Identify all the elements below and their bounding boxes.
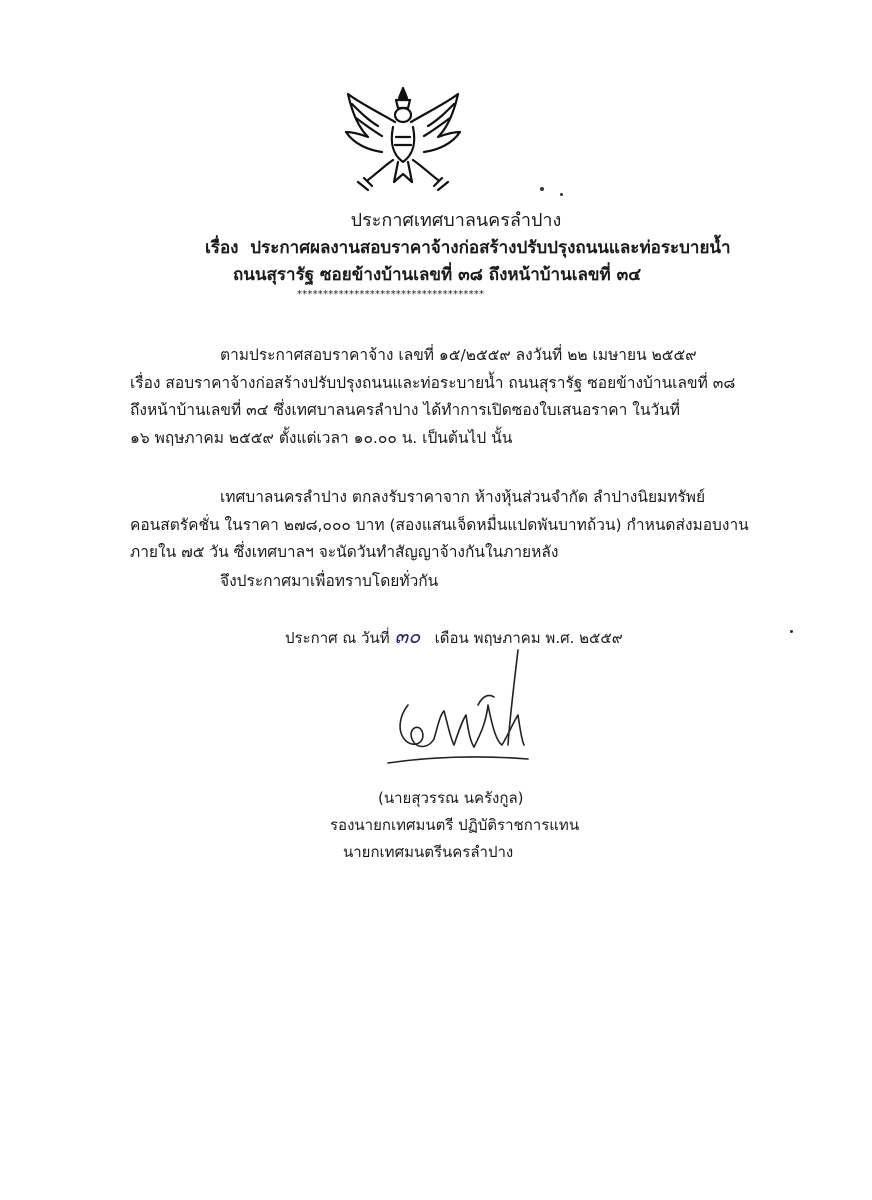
- signature: [368, 645, 538, 775]
- scan-speck: [560, 193, 563, 196]
- subject-line-1: ประกาศผลงานสอบราคาจ้างก่อสร้างปรับปรุงถนนและท่อระบายน้ำ: [250, 238, 731, 258]
- paragraph-line: ถึงหน้าบ้านเลขที่ ๓๔ ซึ่งเทศบาลนครลำปาง ได้ทำการเปิดซองใบเสนอราคา ในวันที่: [130, 401, 680, 419]
- signatory-position-1: รองนายกเทศมนตรี ปฏิบัติราชการแทน: [330, 816, 580, 834]
- signatory-block: [330, 785, 579, 866]
- announcement-title: ประกาศเทศบาลนครลำปาง: [350, 210, 562, 231]
- garuda-emblem-icon: [338, 82, 468, 197]
- paragraph-line: ภายใน ๗๕ วัน ซึ่งเทศบาลฯ จะนัดวันทำสัญญาจ้างกันในภายหลัง: [130, 543, 559, 561]
- paragraph-line: ๑๖ พฤษภาคม ๒๕๕๙ ตั้งแต่เวลา ๑๐.๐๐ น. เป็นต้นไป นั้น: [130, 428, 513, 447]
- paragraph-1: [130, 342, 770, 452]
- subject-line-2: ถนนสุรารัฐ ซอยข้างบ้านเลขที่ ๓๘ ถึงหน้าบ้านเลขที่ ๓๔: [233, 265, 642, 285]
- signatory-position-2: นายกเทศมนตรีนครลำปาง: [343, 843, 514, 861]
- paragraph-3: [130, 568, 770, 596]
- date-suffix: เดือน พฤษภาคม พ.ศ. ๒๕๕๙: [434, 629, 623, 647]
- date-prefix: ประกาศ ณ วันที่: [285, 629, 390, 647]
- scan-speck: [540, 187, 544, 191]
- signatory-name: (นายสุวรรณ นครังกูล): [378, 789, 524, 807]
- handwritten-day: ๓๐: [394, 624, 421, 648]
- paragraph-line: คอนสตรัคชั่น ในราคา ๒๗๘,๐๐๐ บาท (สองแสนเจ็ดหมื่นแปดพันบาทถ้วน) กำหนดส่งมอบงาน: [130, 515, 749, 534]
- subject-label: เรื่อง: [205, 238, 239, 258]
- paragraph-2: [130, 484, 770, 567]
- paragraph-line: เรื่อง สอบราคาจ้างก่อสร้างปรับปรุงถนนและท่อระบายน้ำ ถนนสุรารัฐ ซอยข้างบ้านเลขที่ ๓๘: [130, 373, 736, 392]
- scan-speck: [790, 630, 793, 633]
- subject-block: [205, 235, 731, 289]
- closing-line: จึงประกาศมาเพื่อทราบโดยทั่วกัน: [220, 572, 439, 590]
- paragraph-line: ตามประกาศสอบราคาจ้าง เลขที่ ๑๕/๒๕๕๙ ลงวันที่ ๒๒ เมษายน ๒๕๕๙: [220, 346, 697, 364]
- separator: ************************************: [297, 289, 485, 300]
- paragraph-line: เทศบาลนครลำปาง ตกลงรับราคาจาก ห้างหุ้นส่วนจำกัด ลำปางนิยมทรัพย์: [220, 488, 706, 506]
